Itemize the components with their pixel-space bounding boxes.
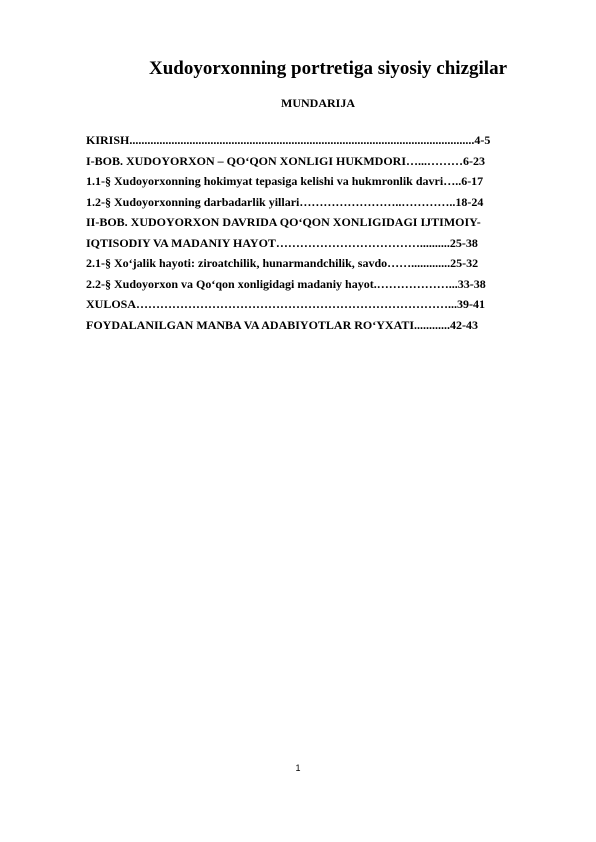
- toc-entry-section-2-1: 2.1-§ Xo‘jalik hayoti: ziroatchilik, hunarmandchilik, savdo…….............25-32: [86, 256, 479, 270]
- table-of-contents-heading: MUNDARIJA: [281, 96, 355, 110]
- toc-entry-section-2-2: 2.2-§ Xudoyorxon va Qo‘qon xonligidagi madaniy hayot.………………...33-38: [86, 276, 486, 291]
- toc-entry-chapter-2-line-1: II-BOB. XUDOYORXON DAVRIDA QO‘QON XONLIGIDAGI IJTIMOIY-: [86, 215, 481, 229]
- table-of-contents: [86, 130, 556, 335]
- toc-entry-chapter-1: I-BOB. XUDOYORXON – QO‘QON XONLIGI HUKMDORI…...………6-23: [86, 153, 486, 168]
- toc-entry-chapter-2-line-2: IQTISODIY VA MADANIY HAYOT………………………………..........25-38: [86, 235, 478, 250]
- page-number: 1: [295, 763, 301, 773]
- toc-entry-bibliography: FOYDALANILGAN MANBA VA ADABIYOTLAR RO‘YXATI............42-43: [86, 317, 479, 332]
- toc-entry-xulosa: XULOSA……………………………………………………………………...39-41: [86, 297, 486, 311]
- document-title: Xudoyorxonning portretiga siyosiy chizgilar: [148, 58, 508, 79]
- toc-entry-section-1-2: 1.2-§ Xudoyorxonning darbadarlik yillari……………………..…………..18-24: [86, 194, 484, 209]
- toc-entry-section-1-1: 1.1-§ Xudoyorxonning hokimyat tepasiga kelishi va hukmronlik davri…..6-17: [86, 174, 484, 188]
- toc-entry-kirish: KIRISH...................................................................................................................4-5: [86, 133, 491, 147]
